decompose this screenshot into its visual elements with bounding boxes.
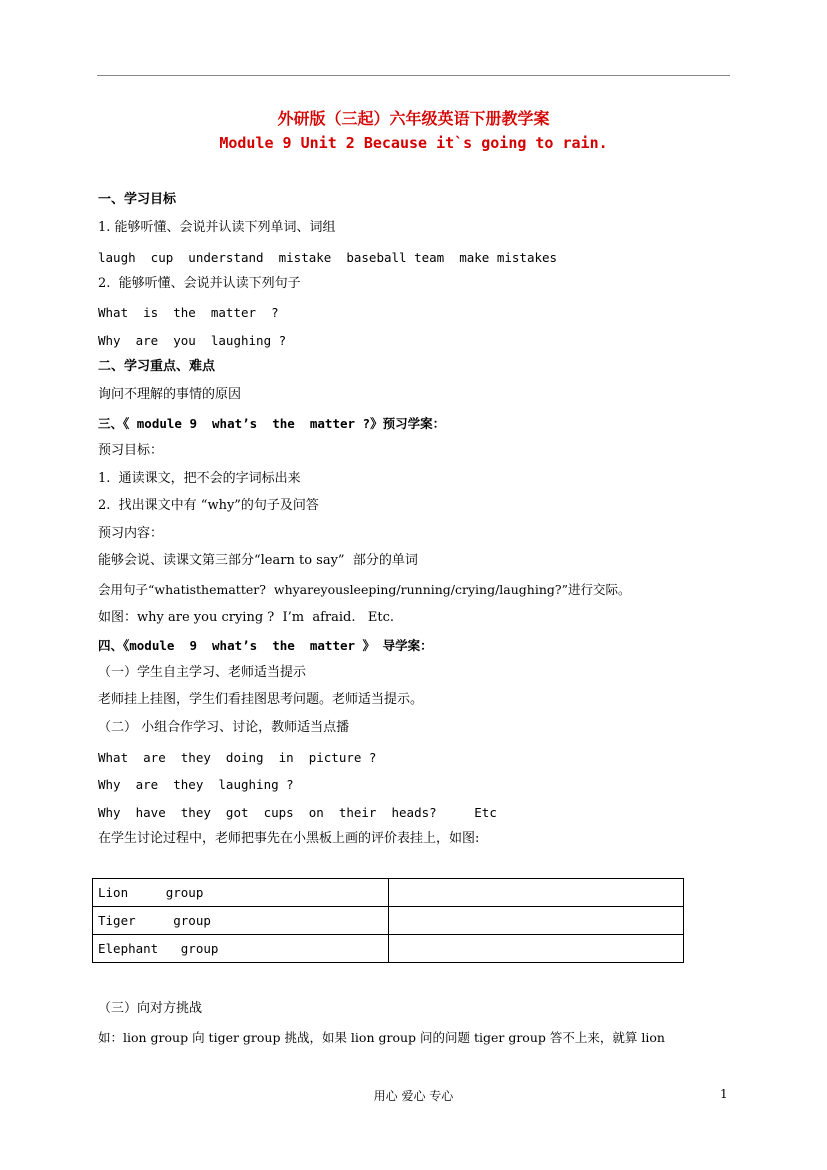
preview-content-2: 会用句子“whatisthematter? whyareyousleeping/running/crying/laughing?”进行交际。 — [98, 582, 631, 597]
question-cups: Why have they got cups on their heads? Etc — [98, 805, 497, 820]
group-score — [389, 907, 684, 935]
page-footer: 用心 爱心 专心 — [373, 1089, 454, 1103]
section-heading-guide: 四、《module 9 what’s the matter 》 导学案： — [98, 638, 433, 653]
guide-step-1: （一）学生自主学习、老师适当提示 — [98, 665, 307, 680]
preview-example: 如图：why are you crying ? I’m afraid. Etc. — [98, 610, 395, 625]
vocabulary-list: laugh cup understand mistake baseball team make mistakes — [98, 250, 558, 265]
page-number: 1 — [720, 1087, 728, 1101]
evaluation-table — [92, 878, 684, 963]
preview-content-1: 能够会说、读课文第三部分“learn to say” 部分的单词 — [98, 553, 418, 568]
group-score — [389, 935, 684, 963]
group-label: Lion group — [93, 879, 389, 907]
table-row — [93, 935, 684, 963]
table-row — [93, 879, 684, 907]
guide-step-3: （三）向对方挑战 — [98, 1001, 203, 1016]
group-score — [389, 879, 684, 907]
evaluation-intro: 在学生讨论过程中，老师把事先在小黑板上画的评价表挂上，如图: — [98, 831, 480, 846]
section-heading-objectives: 一、学习目标 — [98, 192, 177, 207]
preview-goal-1: 1. 通读课文，把不会的字词标出来 — [98, 471, 301, 486]
preview-content-label: 预习内容： — [98, 526, 164, 541]
header-rule — [97, 75, 730, 76]
objective-item-1: 1. 能够听懂、会说并认读下列单词、词组 — [98, 220, 336, 235]
objective-item-2: 2. 能够听懂、会说并认读下列句子 — [98, 276, 301, 291]
document-title-chinese: 外研版（三起）六年级英语下册教学案 — [277, 109, 550, 128]
challenge-example: 如：lion group 向 tiger group 挑战，如果 lion group 问的问题 tiger group 答不上来，就算 lion — [98, 1030, 665, 1045]
section-heading-keypoints: 二、学习重点、难点 — [98, 359, 216, 374]
guide-step-2: （二） 小组合作学习、讨论，教师适当点播 — [98, 720, 350, 735]
guide-step-1-text: 老师挂上挂图，学生们看挂图思考问题。老师适当提示。 — [98, 692, 424, 707]
table-row — [93, 907, 684, 935]
preview-goal-2: 2. 找出课文中有 “why”的句子及问答 — [98, 498, 319, 513]
preview-goal-label: 预习目标： — [98, 443, 164, 458]
question-doing: What are they doing in picture ? — [98, 750, 377, 765]
document-title-english: Module 9 Unit 2 Because it`s going to rain. — [219, 134, 608, 152]
sentence-why-laughing: Why are you laughing ? — [98, 333, 287, 348]
question-laughing: Why are they laughing ? — [98, 777, 294, 792]
group-label: Elephant group — [93, 935, 389, 963]
sentence-what-matter: What is the matter ? — [98, 305, 279, 320]
keypoint-text: 询问不理解的事情的原因 — [98, 387, 242, 402]
group-label: Tiger group — [93, 907, 389, 935]
section-heading-preview: 三、《 module 9 what’s the matter ?》预习学案： — [98, 416, 446, 431]
